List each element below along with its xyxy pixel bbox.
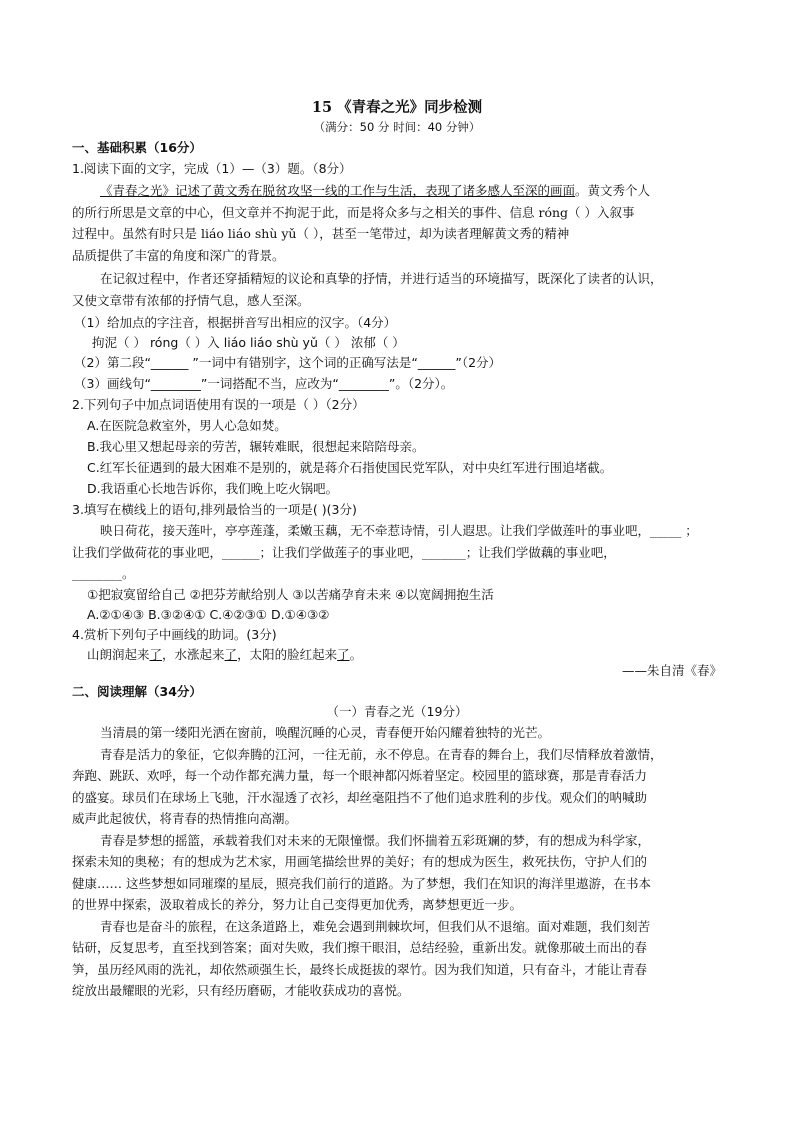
q1-passage-line-2: 的所行所思是文章的中心，但文章并不拘泥于此，而是将众多与之相关的事件、信息 róng（ ）入叙事 bbox=[72, 205, 635, 220]
q4-sentence-part: 山朗润起来 bbox=[87, 647, 150, 662]
reading-section-title: （一）青春之光（19分） bbox=[326, 704, 468, 719]
q2-option-a: A.在医院急救室外，男人心急如焚。 bbox=[87, 418, 287, 433]
q1-passage-line-4: 品质提供了丰富的角度和深广的背景。 bbox=[72, 248, 285, 263]
reading-para-3-line: 探索未知的奥秘；有的想成为艺术家，用画笔描绘世界的美好；有的想成为医生，救死扶伤，守护人们的 bbox=[72, 854, 648, 869]
q4-sentence-part: ，太阳的脸红起来 bbox=[237, 647, 338, 662]
q2-option-c: C.红军长征遇到的最大困难不是别的，就是蒋介石指使国民党军队，对中央红军进行围追堵截。 bbox=[87, 460, 613, 475]
reading-para-2-line: 青春是活力的象征，它似奔腾的江河，一往无前，永不停息。在青春的舞台上，我们尽情释放着激情， bbox=[100, 747, 663, 762]
reading-para-3-line: 健康…… 这些梦想如同璀璨的星辰，照亮我们前行的道路。为了梦想，我们在知识的海洋里遨游，在书本 bbox=[72, 876, 651, 891]
reading-para-1-line: 当清晨的第一缕阳光洒在窗前，唤醒沉睡的心灵，青春便开始闪耀着独特的光芒。 bbox=[100, 725, 551, 740]
q4-stem: 4.赏析下列句子中画线的助词。(3分) bbox=[72, 627, 277, 642]
q4-particle: 了 bbox=[149, 647, 163, 662]
q1-passage-line-3: 过程中。虽然有时只是 liáo liáo shù yǔ（ ），甚至一笔带过，却为读者理解黄文秀的精神 bbox=[72, 226, 570, 241]
q3-text-line-2: 让我们学做荷花的事业吧，______；让我们学做莲子的事业吧，_______；让我们学做藕的事业吧， bbox=[72, 545, 616, 560]
q1-sub1: （1）给加点的字注音，根据拼音写出相应的汉字。（4分） bbox=[74, 315, 397, 330]
section-heading-basics: 一、基础积累（16分） bbox=[72, 140, 202, 155]
q4-source: ——朱自清《春》 bbox=[621, 663, 722, 678]
q3-text-line-1: 映日荷花，接天莲叶，亭亭莲蓬，柔嫩玉藕，无不牵惹诗情，引人遐思。让我们学做莲叶的事业吧，_____ ； bbox=[100, 523, 698, 538]
page-title: 15 《青春之光》同步检测 bbox=[311, 99, 483, 116]
passage-line-tail: 。黄文秀个人 bbox=[575, 183, 651, 198]
q1-sub3: （3）画线句“________”一词搭配不当，应改为“________”。（2分）。 bbox=[74, 376, 454, 391]
passage-underlined-sentence: 记述了黄文秀在脱贫攻坚一线的工作与生活，表现了诸多感人至深的画面 bbox=[175, 183, 576, 198]
reading-para-3-line: 的世界中探索，汲取着成长的养分，努力让自己变得更加优秀，离梦想更近一步。 bbox=[72, 897, 523, 912]
q2-stem: 2.下列句子中加点词语使用有误的一项是（ ）（2分） bbox=[72, 397, 365, 412]
q2-option-d: D.我语重心长地告诉你，我们晚上吃火锅吧。 bbox=[87, 481, 339, 496]
q2-option-b: B.我心里又想起母亲的劳苦，辗转难眠，很想起来陪陪母亲。 bbox=[87, 439, 425, 454]
q4-sentence-part: ，水涨起来 bbox=[162, 647, 225, 662]
reading-para-4-line: 钻研，反复思考，直至找到答案；面对失败，我们擦干眼泪，总结经验，重新出发。就像那破土而出的春 bbox=[72, 940, 648, 955]
reading-para-4-line: 绽放出最耀眼的光彩，只有经历磨砺，才能收获成功的喜悦。 bbox=[72, 983, 410, 998]
q4-sentence-part: 。 bbox=[349, 647, 363, 662]
q1-passage-line-6: 又使文章带有浓郁的抒情气息，感人至深。 bbox=[72, 293, 310, 308]
q4-sentence bbox=[87, 646, 362, 663]
passage-book-title: 《青春之光》 bbox=[100, 183, 176, 198]
reading-para-4-line: 笋，虽历经风雨的洗礼，却依然顽强生长，最终长成挺拔的翠竹。因为我们知道，只有奋斗，才能让青春 bbox=[72, 962, 648, 977]
q1-stem: 1.阅读下面的文字，完成（1）—（3）题。（8分） bbox=[72, 161, 352, 176]
q1-passage-line-5: 在记叙过程中，作者还穿插精短的议论和真挚的抒情，并进行适当的环境描写，既深化了读者的认识， bbox=[100, 271, 663, 286]
q1-passage-line-1 bbox=[100, 182, 650, 199]
q3-stem: 3.填写在横线上的语句,排列最恰当的一项是( )(3分) bbox=[72, 502, 357, 517]
section-heading-reading: 二、阅读理解（34分） bbox=[72, 684, 202, 699]
q3-text-line-3: ________。 bbox=[72, 566, 135, 581]
q1-sub1-items: 拘泥（ ） róng（ ）入 liáo liáo shù yǔ（ ） 浓郁（ ） bbox=[92, 335, 405, 350]
reading-para-2-line: 的盛宴。球员们在球场上飞驰，汗水湿透了衣衫，却丝毫阻挡不了他们追求胜利的步伐。观众们的呐喊助 bbox=[72, 790, 648, 805]
q4-particle: 了 bbox=[337, 647, 350, 662]
page-subtitle: （满分：50 分 时间：40 分钟） bbox=[313, 120, 481, 134]
reading-para-4-line: 青春也是奋斗的旅程，在这条道路上，难免会遇到荆棘坎坷，但我们从不退缩。面对难题，我们刻苦 bbox=[100, 919, 651, 934]
q3-answer-choices: A.②①④③ B.③②④① C.④②③① D.①④③② bbox=[87, 607, 330, 622]
q1-sub2: （2）第二段“______ ”一词中有错别字，这个词的正确写法是“______”（2分） bbox=[74, 355, 502, 370]
q3-statement-options: ①把寂寞留给自己 ②把芬芳献给别人 ③以苦痛孕育未来 ④以宽阔拥抱生活 bbox=[87, 587, 494, 602]
reading-para-3-line: 青春是梦想的摇篮，承载着我们对未来的无限憧憬。我们怀揣着五彩斑斓的梦，有的想成为科学家， bbox=[100, 833, 651, 848]
reading-para-2-line: 威声此起彼伏，将青春的热情推向高潮。 bbox=[72, 811, 298, 826]
q4-particle: 了 bbox=[224, 647, 238, 662]
reading-para-2-line: 奔跑、跳跃、欢呼，每一个动作都充满力量，每一个眼神都闪烁着坚定。校园里的篮球赛，那是青春活力 bbox=[72, 768, 648, 783]
